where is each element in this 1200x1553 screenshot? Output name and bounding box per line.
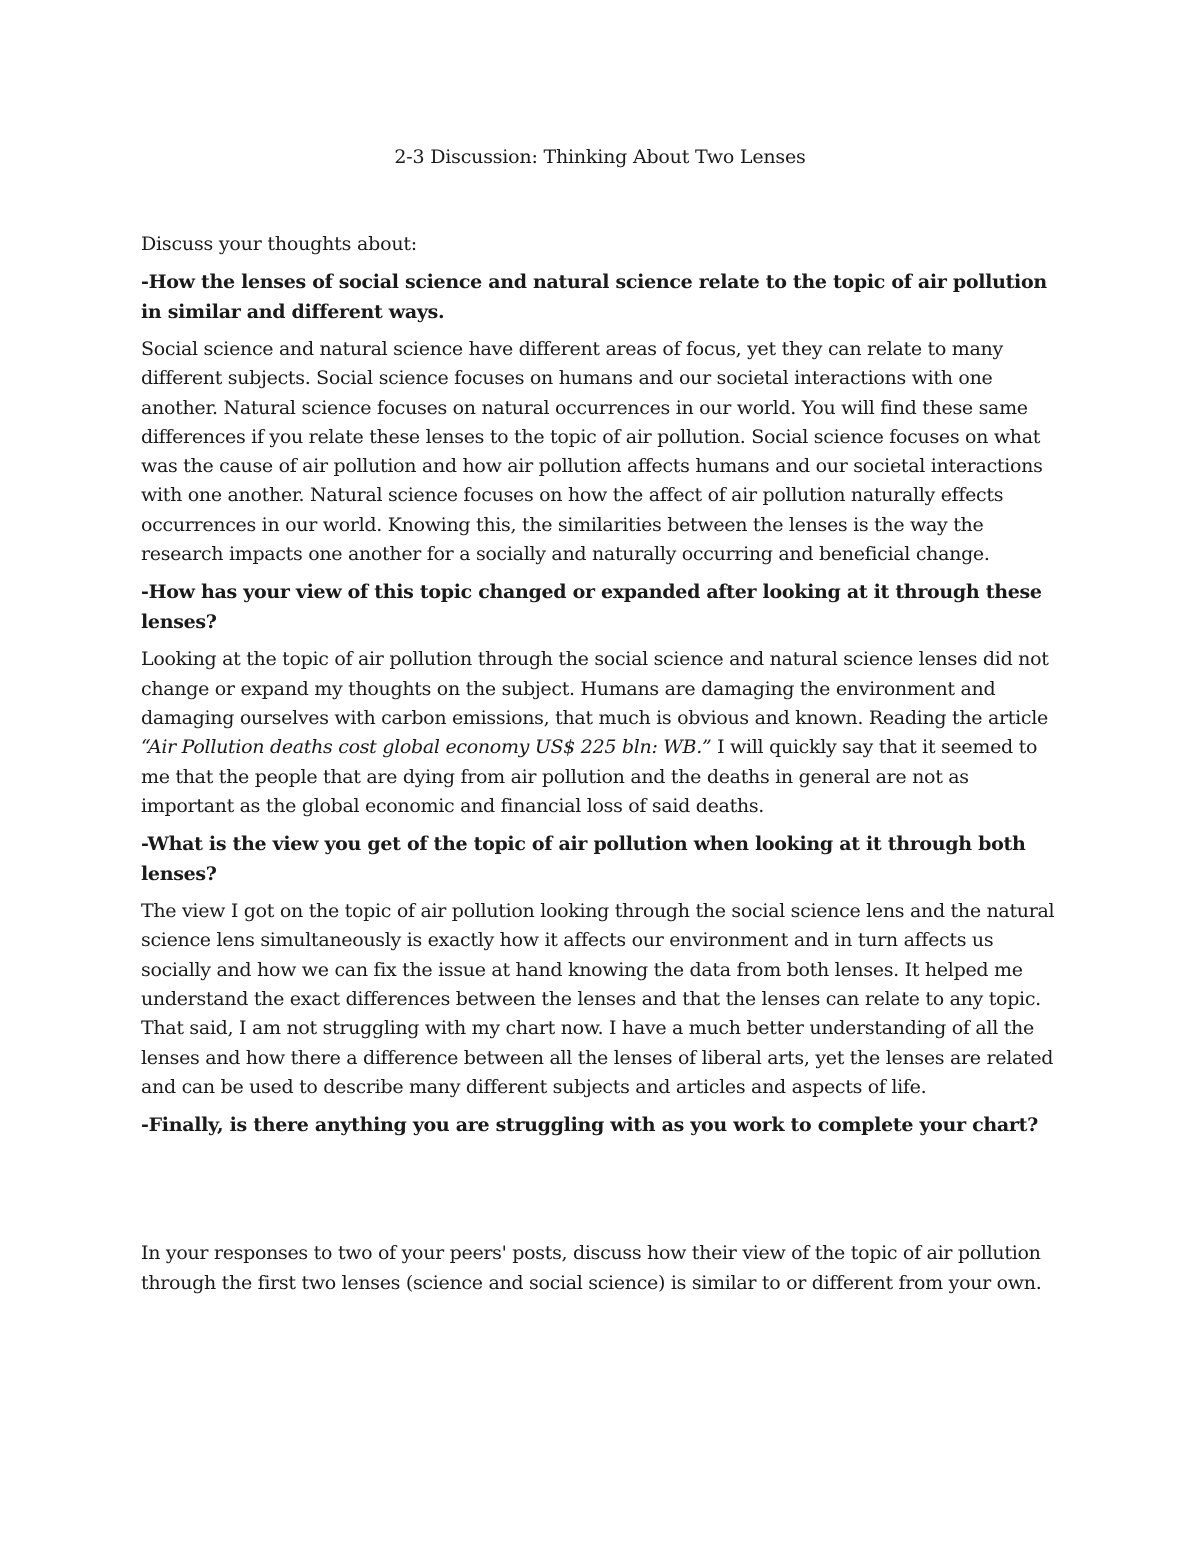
question-1: -How the lenses of social science and natural science relate to the topic of air pollution in similar and different ways. [141,271,1047,323]
answer-2-text-end: I will quickly say that it seemed to me that the people that are dying from air pollution and the deaths in general are not as important as the global economic and financial loss of said deaths. [141,736,1038,817]
blank-space [141,1148,1059,1238]
answer-2 [141,645,1059,821]
question-4: -Finally, is there anything you are struggling with as you work to complete your chart? [141,1114,1038,1137]
article-title: “Air Pollution deaths cost global economy US$ 225 bln: WB.” [141,736,712,759]
answer-1: Social science and natural science have different areas of focus, yet they can relate to many different subjects. Social science focuses on humans and our societal interactions with one another. Natural science focuses on natural occurrences in our world. You will find these same differences if you relate these lenses to the topic of air pollution. Social science focuses on what was the cause of air pollution and how air pollution affects humans and our societal interactions with one another. Natural science focuses on how the affect of air pollution naturally effects occurrences in our world. Knowing this, the similarities between the lenses is the way the research impacts one another for a socially and naturally occurring and beneficial change. [141,338,1043,566]
answer-2-text-start: Looking at the topic of air pollution through the social science and natural science lenses did not change or expand my thoughts on the subject. Humans are damaging the environment and damaging ourselves with carbon emissions, that much is obvious and known. Reading the article [141,648,1049,729]
answer-3: The view I got on the topic of air pollution looking through the social science lens and the natural science lens simultaneously is exactly how it affects our environment and in turn affects us socially and how we can fix the issue at hand knowing the data from both lenses. It helped me understand the exact differences between the lenses and that the lenses can relate to any topic. That said, I am not struggling with my chart now. I have a much better understanding of all the lenses and how there a difference between all the lenses of liberal arts, yet the lenses are related and can be used to describe many different subjects and articles and aspects of life. [141,900,1055,1098]
closing-instructions: In your responses to two of your peers' posts, discuss how their view of the topic of air pollution through the first two lenses (science and social science) is similar to or different from your own. [141,1242,1042,1295]
question-2: -How has your view of this topic changed or expanded after looking at it through these lenses? [141,581,1042,634]
page-title: 2-3 Discussion: Thinking About Two Lenses [394,146,806,168]
question-3: -What is the view you get of the topic of air pollution when looking at it through both lenses? [141,833,1026,886]
document-body [141,142,1059,1298]
intro-text: Discuss your thoughts about: [141,233,417,255]
